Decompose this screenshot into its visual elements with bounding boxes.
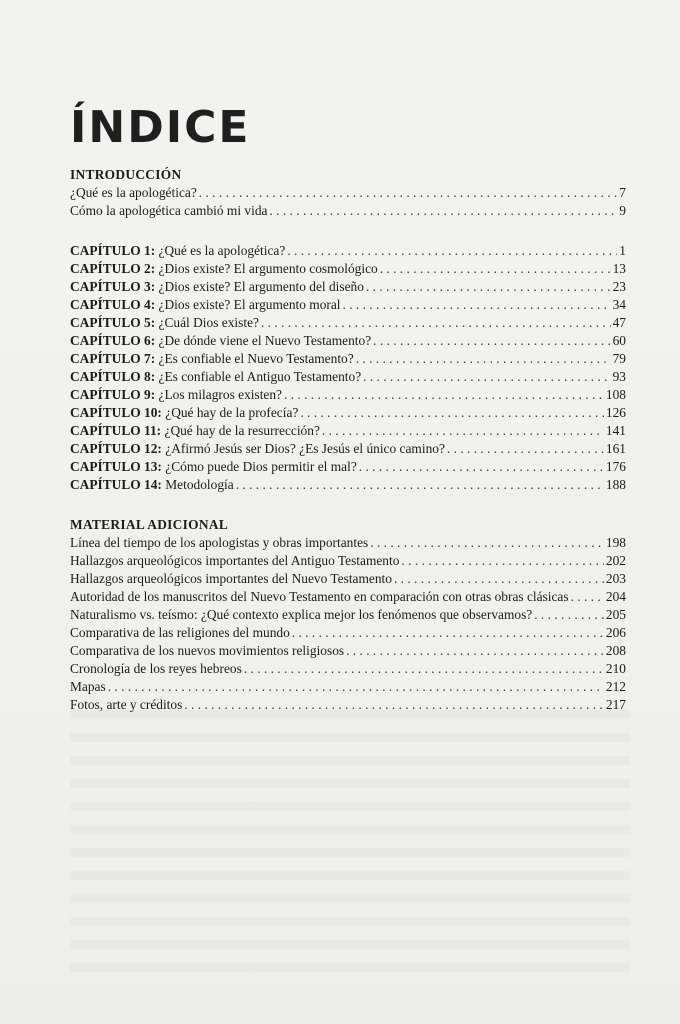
page-number: 176 — [605, 459, 626, 474]
page-number: 79 — [612, 351, 626, 366]
toc-entry-title — [70, 458, 357, 476]
toc-entry-title — [70, 368, 361, 386]
page-number: 108 — [605, 387, 626, 402]
page-number: 126 — [605, 405, 626, 420]
dot-leader — [322, 422, 604, 440]
chapter-label: CAPÍTULO 11: — [70, 423, 162, 438]
dot-leader — [394, 570, 604, 588]
dot-leader — [401, 552, 603, 570]
page-number: 93 — [612, 369, 626, 384]
chapter-entry[interactable] — [70, 278, 626, 296]
page-number: 208 — [605, 643, 626, 658]
chapter-label: CAPÍTULO 9: — [70, 387, 156, 402]
page-number: 217 — [605, 697, 626, 712]
chapter-label: CAPÍTULO 7: — [70, 351, 156, 366]
entry-title-text: Mapas — [70, 679, 106, 694]
page-number: 206 — [605, 625, 626, 640]
chapter-entry[interactable] — [70, 350, 626, 368]
page-number: 198 — [605, 535, 626, 550]
entry-title-text: ¿Qué hay de la profecía? — [165, 405, 299, 420]
toc-entry-title — [70, 422, 320, 440]
additional-list — [70, 534, 626, 714]
page-number: 34 — [612, 297, 626, 312]
page-number: 212 — [605, 679, 626, 694]
entry-title-text: Comparativa de los nuevos movimientos religiosos — [70, 643, 345, 658]
page-number: 7 — [619, 185, 626, 200]
chapter-entry[interactable] — [70, 386, 626, 404]
entry-title-text: Línea del tiempo de los apologistas y obras importantes — [70, 535, 369, 550]
toc-entry-title — [70, 660, 242, 678]
dot-leader — [346, 642, 604, 660]
dot-leader — [366, 278, 611, 296]
page-number: 210 — [605, 661, 626, 676]
chapter-label: CAPÍTULO 10: — [70, 405, 162, 420]
toc-entry-title — [70, 404, 298, 422]
toc-entry-title — [70, 260, 378, 278]
toc-entry-title — [70, 588, 569, 606]
chapter-entry[interactable] — [70, 404, 626, 422]
dot-leader — [236, 476, 604, 494]
toc-entry-title — [70, 696, 182, 714]
additional-entry[interactable] — [70, 588, 626, 606]
page-number: 204 — [605, 589, 626, 604]
chapter-list — [70, 242, 626, 494]
chapter-entry[interactable] — [70, 422, 626, 440]
toc-entry-title — [70, 678, 106, 696]
intro-entry[interactable] — [70, 202, 626, 220]
page-number: 47 — [612, 315, 626, 330]
toc-entry-title — [70, 202, 267, 220]
chapter-label: CAPÍTULO 4: — [70, 297, 156, 312]
chapter-label: CAPÍTULO 5: — [70, 315, 156, 330]
entry-title-text: ¿Cómo puede Dios permitir el mal? — [165, 459, 357, 474]
intro-list — [70, 184, 626, 220]
page-number: 161 — [605, 441, 626, 456]
toc-entry-title — [70, 476, 234, 494]
dot-leader — [343, 296, 611, 314]
chapter-entry[interactable] — [70, 296, 626, 314]
toc-entry-title — [70, 606, 532, 624]
entry-title-text: Comparativa de las religiones del mundo — [70, 625, 290, 640]
dot-leader — [447, 440, 604, 458]
dot-leader — [184, 696, 604, 714]
entry-title-text: ¿De dónde viene el Nuevo Testamento? — [158, 333, 372, 348]
entry-title-text: Metodología — [165, 477, 234, 492]
entry-title-text: Fotos, arte y créditos — [70, 697, 183, 712]
page-number: 141 — [605, 423, 626, 438]
page-number: 205 — [605, 607, 626, 622]
chapter-entry[interactable] — [70, 440, 626, 458]
dot-leader — [356, 350, 611, 368]
chapter-entry[interactable] — [70, 476, 626, 494]
page-number: 203 — [605, 571, 626, 586]
entry-title-text: Cómo la apologética cambió mi vida — [70, 203, 268, 218]
dot-leader — [261, 314, 611, 332]
dot-leader — [359, 458, 604, 476]
page-number: 23 — [612, 279, 626, 294]
table-of-contents — [70, 166, 626, 714]
intro-heading: INTRODUCCIÓN — [70, 167, 182, 182]
additional-entry[interactable] — [70, 696, 626, 714]
dot-leader — [284, 386, 604, 404]
additional-entry[interactable] — [70, 570, 626, 588]
toc-entry-title — [70, 350, 354, 368]
chapter-label: CAPÍTULO 3: — [70, 279, 156, 294]
additional-entry[interactable] — [70, 642, 626, 660]
chapter-label: CAPÍTULO 14: — [70, 477, 162, 492]
toc-entry-title — [70, 440, 445, 458]
toc-entry-title — [70, 570, 392, 588]
bleed-through-lines — [70, 710, 630, 986]
page-number: 188 — [605, 477, 626, 492]
dot-leader — [571, 588, 604, 606]
additional-heading: MATERIAL ADICIONAL — [70, 517, 229, 532]
chapter-entry[interactable] — [70, 458, 626, 476]
chapter-label: CAPÍTULO 13: — [70, 459, 162, 474]
intro-entry[interactable] — [70, 184, 626, 202]
chapter-entry[interactable] — [70, 368, 626, 386]
chapter-entry[interactable] — [70, 260, 626, 278]
additional-entry[interactable] — [70, 552, 626, 570]
chapter-label: CAPÍTULO 6: — [70, 333, 156, 348]
additional-entry[interactable] — [70, 660, 626, 678]
chapter-entry[interactable] — [70, 332, 626, 350]
dot-leader — [199, 184, 618, 202]
toc-entry-title — [70, 314, 259, 332]
toc-entry-title — [70, 534, 368, 552]
chapter-entry[interactable] — [70, 242, 626, 260]
toc-entry-title — [70, 552, 399, 570]
toc-entry-title — [70, 386, 282, 404]
additional-entry[interactable] — [70, 678, 626, 696]
page-number: 202 — [605, 553, 626, 568]
entry-title-text: ¿Qué es la apologética? — [158, 243, 286, 258]
toc-entry-title — [70, 242, 285, 260]
entry-title-text: ¿Los milagros existen? — [158, 387, 283, 402]
dot-leader — [108, 678, 604, 696]
entry-title-text: ¿Dios existe? El argumento moral — [158, 297, 341, 312]
dot-leader — [373, 332, 610, 350]
dot-leader — [363, 368, 610, 386]
chapter-entry[interactable] — [70, 314, 626, 332]
chapter-label: CAPÍTULO 12: — [70, 441, 162, 456]
dot-leader — [244, 660, 604, 678]
toc-entry-title — [70, 332, 371, 350]
dot-leader — [292, 624, 604, 642]
toc-entry-title — [70, 184, 197, 202]
index-title: ÍNDICE — [70, 102, 251, 153]
additional-entry[interactable] — [70, 624, 626, 642]
spacer — [70, 494, 626, 516]
entry-title-text: Hallazgos arqueológicos importantes del Antiguo Testamento — [70, 553, 400, 568]
entry-title-text: ¿Cuál Dios existe? — [158, 315, 259, 330]
dot-leader — [300, 404, 604, 422]
toc-entry-title — [70, 296, 341, 314]
entry-title-text: Cronología de los reyes hebreos — [70, 661, 242, 676]
dot-leader — [380, 260, 611, 278]
dot-leader — [370, 534, 604, 552]
entry-title-text: ¿Qué hay de la resurrección? — [164, 423, 320, 438]
chapter-label: CAPÍTULO 8: — [70, 369, 156, 384]
page-number: 9 — [619, 203, 626, 218]
page-number: 60 — [612, 333, 626, 348]
toc-entry-title — [70, 278, 364, 296]
dot-leader — [287, 242, 617, 260]
entry-title-text: ¿Qué es la apologética? — [70, 185, 197, 200]
toc-entry-title — [70, 624, 290, 642]
entry-title-text: Naturalismo vs. teísmo: ¿Qué contexto explica mejor los fenómenos que observamos? — [70, 607, 533, 622]
dot-leader — [534, 606, 604, 624]
entry-title-text: ¿Es confiable el Nuevo Testamento? — [158, 351, 354, 366]
entry-title-text: ¿Es confiable el Antiguo Testamento? — [158, 369, 362, 384]
additional-entry[interactable] — [70, 606, 626, 624]
page-number: 1 — [619, 243, 626, 258]
chapter-label: CAPÍTULO 2: — [70, 261, 156, 276]
page-number: 13 — [612, 261, 626, 276]
spacer — [70, 220, 626, 242]
dot-leader — [269, 202, 617, 220]
entry-title-text: ¿Dios existe? El argumento del diseño — [158, 279, 364, 294]
chapter-label: CAPÍTULO 1: — [70, 243, 156, 258]
additional-entry[interactable] — [70, 534, 626, 552]
entry-title-text: Hallazgos arqueológicos importantes del Nuevo Testamento — [70, 571, 392, 586]
toc-entry-title — [70, 642, 344, 660]
entry-title-text: ¿Afirmó Jesús ser Dios? ¿Es Jesús el único camino? — [165, 441, 445, 456]
entry-title-text: ¿Dios existe? El argumento cosmológico — [158, 261, 378, 276]
entry-title-text: Autoridad de los manuscritos del Nuevo Testamento en comparación con otras obras clásicas — [70, 589, 569, 604]
